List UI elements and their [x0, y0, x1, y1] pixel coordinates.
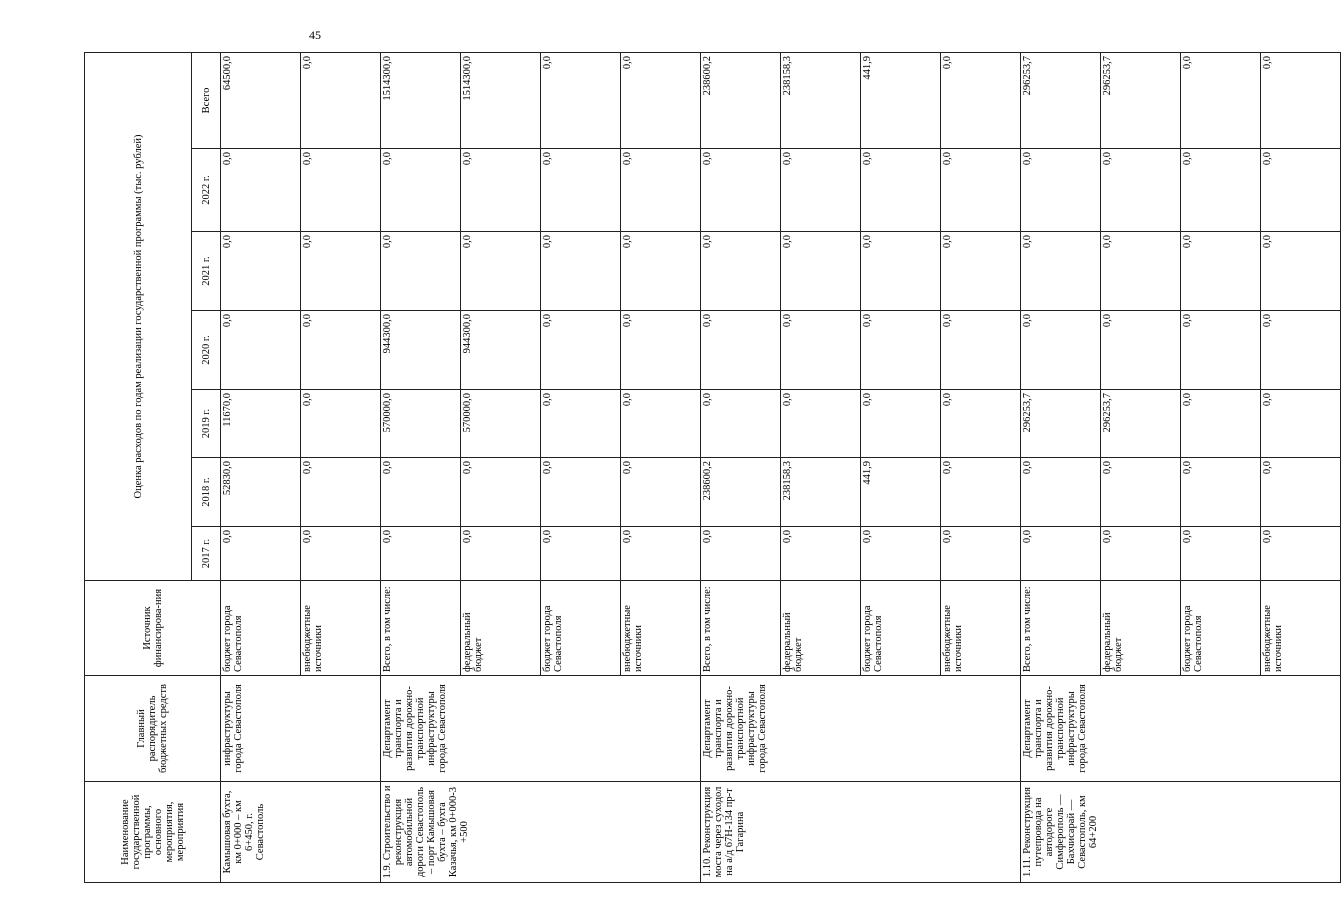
source-cell: внебюджетные источники	[301, 581, 381, 676]
value-2021: 0,0	[381, 232, 461, 311]
value-2021: 0,0	[461, 232, 541, 311]
value-2021: 0,0	[301, 232, 381, 311]
value-2021: 0,0	[541, 232, 621, 311]
value-2021: 0,0	[221, 232, 301, 311]
header-total: Всего	[192, 52, 221, 148]
value-2018: 0,0	[1101, 458, 1181, 527]
rotated-table-wrapper	[84, 53, 1284, 883]
value-2018: 0,0	[621, 458, 701, 527]
header-2018: 2018 г.	[192, 458, 221, 527]
value-2022: 0,0	[1101, 149, 1181, 232]
value-total: 296253,7	[1101, 52, 1181, 148]
value-2018: 0,0	[941, 458, 1021, 527]
value-2017: 0,0	[941, 527, 1021, 581]
value-2019: 570000,0	[381, 390, 461, 458]
value-total: 0,0	[941, 52, 1021, 148]
source-cell: федеральный бюджет	[1101, 581, 1181, 676]
value-2022: 0,0	[621, 149, 701, 232]
value-2018: 238158,3	[781, 458, 861, 527]
measure-cell: 1.10. Реконструкция моста через суходол на а/д 67Н-134 пр-т Гагарина	[701, 782, 1021, 883]
value-2018: 0,0	[301, 458, 381, 527]
value-2022: 0,0	[541, 149, 621, 232]
value-total: 1514300,0	[461, 52, 541, 148]
table-row	[221, 52, 301, 882]
value-2019: 0,0	[1181, 390, 1261, 458]
program-expense-table	[84, 52, 1341, 883]
value-2020: 944300,0	[381, 311, 461, 390]
measure-cell: 1.9. Строительство и реконструкция автомобильной дороги Севастополь – порт Камышовая бухта – бухта Казачья, км 0+000-3 +500	[381, 782, 701, 883]
value-2017: 0,0	[461, 527, 541, 581]
value-2020: 0,0	[1101, 311, 1181, 390]
source-cell: бюджет города Севастополя	[1181, 581, 1261, 676]
value-2022: 0,0	[1261, 149, 1341, 232]
value-2017: 0,0	[621, 527, 701, 581]
value-2020: 0,0	[701, 311, 781, 390]
value-2020: 0,0	[621, 311, 701, 390]
administrator-cell: Департамент транспорта и развития дорожно-транспортной инфраструктуры города Севастополя	[381, 676, 701, 782]
value-2017: 0,0	[1101, 527, 1181, 581]
value-2019: 0,0	[861, 390, 941, 458]
value-total: 1514300,0	[381, 52, 461, 148]
table-row	[381, 52, 461, 882]
value-2020: 944300,0	[461, 311, 541, 390]
source-cell: бюджет города Севастополя	[861, 581, 941, 676]
value-2020: 0,0	[301, 311, 381, 390]
value-2021: 0,0	[941, 232, 1021, 311]
value-2022: 0,0	[781, 149, 861, 232]
value-2017: 0,0	[1181, 527, 1261, 581]
value-total: 296253,7	[1021, 52, 1101, 148]
value-2020: 0,0	[1021, 311, 1101, 390]
value-2020: 0,0	[1261, 311, 1341, 390]
administrator-cell: Департамент транспорта и развития дорожно-транспортной инфраструктуры города Севастополя	[1021, 676, 1341, 782]
value-2022: 0,0	[461, 149, 541, 232]
value-total: 0,0	[621, 52, 701, 148]
source-cell: бюджет города Севастополя	[221, 581, 301, 676]
value-2021: 0,0	[1021, 232, 1101, 311]
source-cell: Всего, в том числе:	[1021, 581, 1101, 676]
table-row	[701, 52, 781, 882]
measure-cell: 1.11. Реконструкция путепровода на автодороге Симферополь — Бахчисарай — Севастополь, км 64+200	[1021, 782, 1341, 883]
value-2017: 0,0	[701, 527, 781, 581]
value-2017: 0,0	[861, 527, 941, 581]
value-2019: 296253,7	[1101, 390, 1181, 458]
value-total: 441,9	[861, 52, 941, 148]
value-2017: 0,0	[1261, 527, 1341, 581]
header-2021: 2021 г.	[192, 232, 221, 311]
value-total: 0,0	[541, 52, 621, 148]
table-row	[1021, 52, 1101, 882]
source-cell: внебюджетные источники	[1261, 581, 1341, 676]
value-2021: 0,0	[781, 232, 861, 311]
source-cell: федеральный бюджет	[461, 581, 541, 676]
value-2019: 296253,7	[1021, 390, 1101, 458]
value-2022: 0,0	[301, 149, 381, 232]
page-number: 45	[309, 28, 321, 42]
value-2019: 0,0	[301, 390, 381, 458]
source-cell: бюджет города Севастополя	[541, 581, 621, 676]
value-2018: 0,0	[461, 458, 541, 527]
measure-cell: Камышовая бухта, км 0+000 – км 6+450, г. Севастополь	[221, 782, 381, 883]
value-2017: 0,0	[1021, 527, 1101, 581]
source-cell: федеральный бюджет	[781, 581, 861, 676]
value-2021: 0,0	[861, 232, 941, 311]
value-2019: 0,0	[541, 390, 621, 458]
value-total: 0,0	[1261, 52, 1341, 148]
value-2022: 0,0	[1021, 149, 1101, 232]
value-2018: 0,0	[541, 458, 621, 527]
value-2018: 0,0	[381, 458, 461, 527]
header-measure: Наименование государственной программы, основного мероприятия, мероприятия	[85, 782, 221, 883]
value-2019: 11670,0	[221, 390, 301, 458]
value-2021: 0,0	[621, 232, 701, 311]
value-2019: 570000,0	[461, 390, 541, 458]
value-2022: 0,0	[861, 149, 941, 232]
value-2020: 0,0	[781, 311, 861, 390]
value-2022: 0,0	[221, 149, 301, 232]
value-2017: 0,0	[781, 527, 861, 581]
value-total: 0,0	[301, 52, 381, 148]
value-2019: 0,0	[701, 390, 781, 458]
value-2022: 0,0	[1181, 149, 1261, 232]
value-2022: 0,0	[701, 149, 781, 232]
value-2020: 0,0	[941, 311, 1021, 390]
value-2018: 441,9	[861, 458, 941, 527]
value-2020: 0,0	[541, 311, 621, 390]
value-2018: 238600,2	[701, 458, 781, 527]
value-2022: 0,0	[941, 149, 1021, 232]
value-2019: 0,0	[1261, 390, 1341, 458]
value-2021: 0,0	[1261, 232, 1341, 311]
value-2017: 0,0	[541, 527, 621, 581]
header-estimate: Оценка расходов по годам реализации государственной программы (тыс. рублей)	[85, 52, 192, 580]
value-2017: 0,0	[381, 527, 461, 581]
value-total: 0,0	[1181, 52, 1261, 148]
value-2020: 0,0	[1181, 311, 1261, 390]
value-total: 64500,0	[221, 52, 301, 148]
value-2021: 0,0	[1181, 232, 1261, 311]
value-2019: 0,0	[941, 390, 1021, 458]
value-2019: 0,0	[781, 390, 861, 458]
value-total: 238600,2	[701, 52, 781, 148]
header-2019: 2019 г.	[192, 390, 221, 458]
value-2017: 0,0	[221, 527, 301, 581]
value-2019: 0,0	[621, 390, 701, 458]
value-total: 238158,3	[781, 52, 861, 148]
header-2022: 2022 г.	[192, 149, 221, 232]
value-2021: 0,0	[701, 232, 781, 311]
value-2021: 0,0	[1101, 232, 1181, 311]
administrator-cell: инфраструктуры города Севастополя	[221, 676, 381, 782]
value-2022: 0,0	[381, 149, 461, 232]
header-source: Источник финансирова-ния	[85, 581, 221, 676]
header-2020: 2020 г.	[192, 311, 221, 390]
value-2018: 52830,0	[221, 458, 301, 527]
value-2018: 0,0	[1261, 458, 1341, 527]
value-2017: 0,0	[301, 527, 381, 581]
value-2020: 0,0	[861, 311, 941, 390]
value-2018: 0,0	[1021, 458, 1101, 527]
source-cell: внебюджетные источники	[941, 581, 1021, 676]
header-administrator: Главный распорядитель бюджетных средств	[85, 676, 221, 782]
source-cell: Всего, в том числе:	[381, 581, 461, 676]
value-2018: 0,0	[1181, 458, 1261, 527]
source-cell: Всего, в том числе:	[701, 581, 781, 676]
header-2017: 2017 г.	[192, 527, 221, 581]
administrator-cell: Департамент транспорта и развития дорожно-транспортной инфраструктуры города Севастополя	[701, 676, 1021, 782]
value-2020: 0,0	[221, 311, 301, 390]
source-cell: внебюджетные источники	[621, 581, 701, 676]
